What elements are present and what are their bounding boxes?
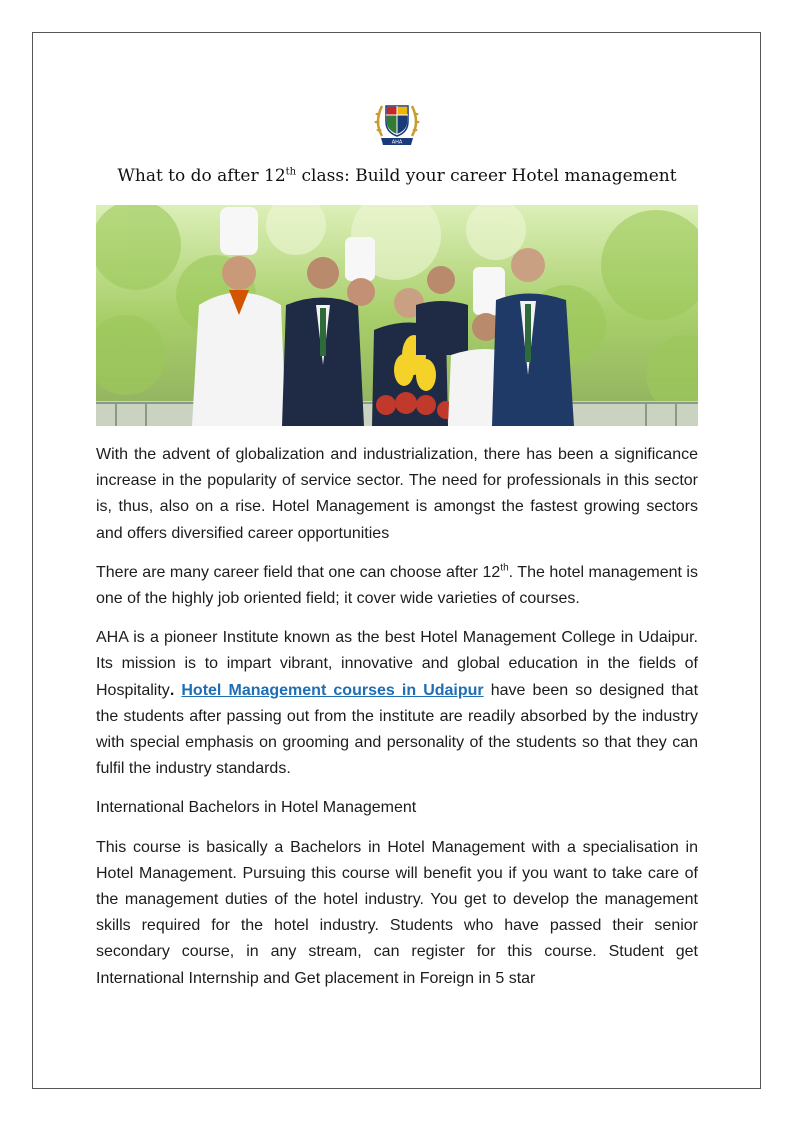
paragraph-aha: AHA is a pioneer Institute known as the best Hotel Management College in Udaipur. Its mission is to impart vibrant, innovative and global education in the fields of Hospitality. Hotel Management courses in Udaipur have been so designed that the students after passing out from the institute are readily absorbed by the industry with special emphasis on grooming and personality of the students so that they can fulfil the industry standards. bbox=[96, 629, 699, 778]
article-body bbox=[96, 442, 698, 1005]
hotel-management-courses-link[interactable]: Hotel Management courses in Udaipur bbox=[181, 681, 484, 699]
section-heading: International Bachelors in Hotel Management bbox=[96, 799, 417, 817]
page-title: What to do after 12th class: Build your career Hotel management bbox=[117, 166, 677, 186]
paragraph-career: There are many career field that one can choose after 12th. The hotel management is one of the highly job oriented field; it cover wide varieties of courses. bbox=[96, 562, 698, 608]
logo-text: AHA bbox=[391, 139, 403, 146]
students-photo bbox=[96, 205, 698, 426]
paragraph-intro: With the advent of globalization and industrialization, there has been a significance increase in the popularity of service sector. The need for professionals in this sector is, thus, also on a rise. Hotel Management is amongst the fastest growing sectors and offers diversified career opportunities bbox=[96, 446, 698, 542]
paragraph-course: This course is basically a Bachelors in Hotel Management with a specialisation in Hotel Management. Pursuing this course will benefit you if you want to take care of the management duties of the hotel industry. You get to develop the management skills required for the hotel industry. Students who have passed their senior secondary course, in any stream, can register for this course. Student get International Internship and Get placement in Foreign in 5 star bbox=[96, 838, 698, 987]
crest-icon bbox=[372, 96, 422, 148]
